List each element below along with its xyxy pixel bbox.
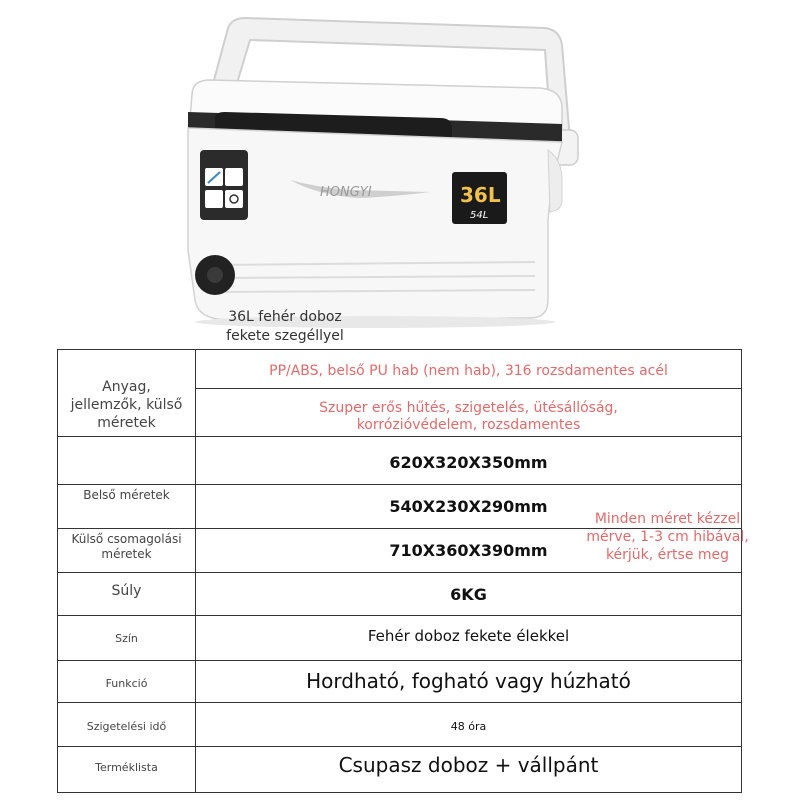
row-value-weight: 6KG — [450, 585, 487, 604]
row-divider — [58, 572, 741, 573]
row-label-package-dimensions: Külső csomagolási méretek — [71, 532, 182, 561]
row-label-material: Anyag, jellemzők, külső méretek — [70, 379, 183, 431]
svg-text:36L: 36L — [460, 183, 501, 207]
row-divider — [58, 436, 741, 437]
row-divider — [58, 615, 741, 616]
row-label-inner-dimensions: Belső méretek — [83, 488, 170, 502]
value-divider — [196, 388, 741, 389]
row-value-product-list: Csupasz doboz + vállpánt — [338, 753, 599, 777]
row-label-insulation-time: Szigetelési idő — [86, 720, 167, 733]
measurement-note: Minden méret kézzel mérve, 1-3 cm hibával, kérjük, értse meg — [586, 511, 749, 563]
brand-logo: HONGYI — [320, 185, 372, 200]
spec-table — [57, 349, 742, 793]
row-divider — [58, 702, 741, 703]
row-value-insulation-time: 48 óra — [450, 720, 487, 733]
svg-text:54L: 54L — [470, 210, 489, 221]
row-value-material: PP/ABS, belső PU hab (nem hab), 316 rozsdamentes acél — [269, 363, 668, 379]
row-label-product-list: Terméklista — [95, 761, 158, 774]
row-label-color: Szín — [115, 632, 138, 645]
row-value-inner-dimensions: 540X230X290mm — [389, 497, 548, 516]
row-label-function: Funkció — [105, 677, 148, 690]
row-value-features: Szuper erős hűtés, szigetelés, ütésállóság, korrózióvédelem, rozsdamentes — [319, 400, 618, 433]
row-value-package-dimensions: 710X360X390mm — [389, 541, 548, 560]
row-value-outer-dimensions: 620X320X350mm — [389, 453, 548, 472]
row-divider — [58, 484, 741, 485]
cooler-box-image — [170, 0, 600, 330]
row-value-color: Fehér doboz fekete élekkel — [367, 627, 570, 645]
image-caption — [200, 308, 370, 346]
row-label-weight: Súly — [111, 583, 142, 599]
row-divider — [58, 746, 741, 747]
caption-line-1: 36L fehér doboz — [228, 309, 342, 325]
row-divider — [58, 660, 741, 661]
caption-line-2: fekete szegéllyel — [226, 328, 344, 344]
row-value-function: Hordható, fogható vagy húzható — [306, 669, 631, 693]
